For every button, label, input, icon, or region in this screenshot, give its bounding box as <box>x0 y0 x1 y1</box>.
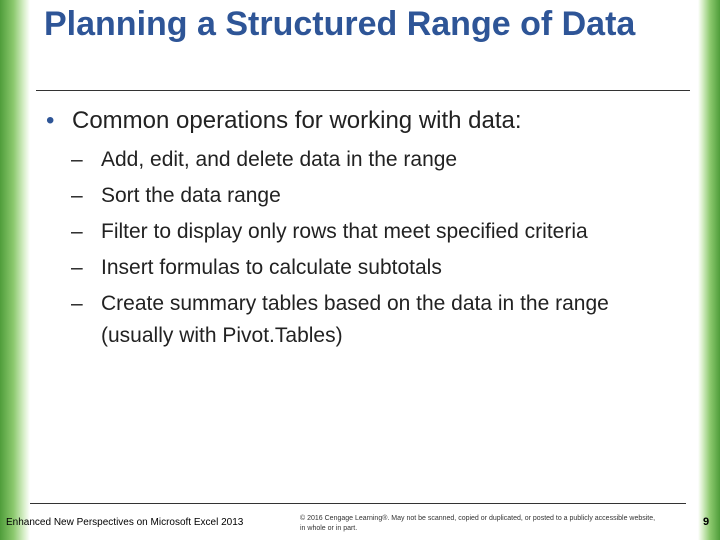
right-decorative-band <box>698 0 720 540</box>
page-number: 9 <box>703 516 710 528</box>
sub-bullet-item <box>46 144 656 176</box>
title-divider <box>36 90 690 91</box>
sub-bullet-list <box>46 144 656 352</box>
sub-bullet-marker: – <box>71 148 83 171</box>
bullet-marker: • <box>46 107 55 134</box>
main-bullet <box>46 104 656 138</box>
footer-divider <box>30 503 686 504</box>
sub-bullet-item <box>46 288 656 352</box>
sub-bullet-text: Create summary tables based on the data in the range (usually with Pivot.Tables) <box>101 292 609 347</box>
sub-bullet-marker: – <box>71 184 83 207</box>
slide-title: Planning a Structured Range of Data <box>44 5 636 43</box>
slide-content <box>46 104 656 356</box>
sub-bullet-text: Add, edit, and delete data in the range <box>101 148 458 171</box>
left-decorative-band <box>0 0 30 540</box>
sub-bullet-marker: – <box>71 220 83 243</box>
sub-bullet-marker: – <box>71 292 83 315</box>
sub-bullet-item <box>46 252 656 284</box>
sub-bullet-text: Filter to display only rows that meet specified criteria <box>101 220 588 243</box>
sub-bullet-text: Insert formulas to calculate subtotals <box>101 256 442 279</box>
sub-bullet-item <box>46 180 656 212</box>
sub-bullet-item <box>46 216 656 248</box>
footer-copyright: © 2016 Cengage Learning®. May not be scanned, copied or duplicated, or posted to a publicly accessible website, in whole or in part. <box>300 515 656 532</box>
sub-bullet-marker: – <box>71 256 83 279</box>
main-bullet-text: Common operations for working with data: <box>72 107 522 134</box>
sub-bullet-text: Sort the data range <box>101 184 281 207</box>
footer-book-title: Enhanced New Perspectives on Microsoft Excel 2013 <box>6 517 244 528</box>
